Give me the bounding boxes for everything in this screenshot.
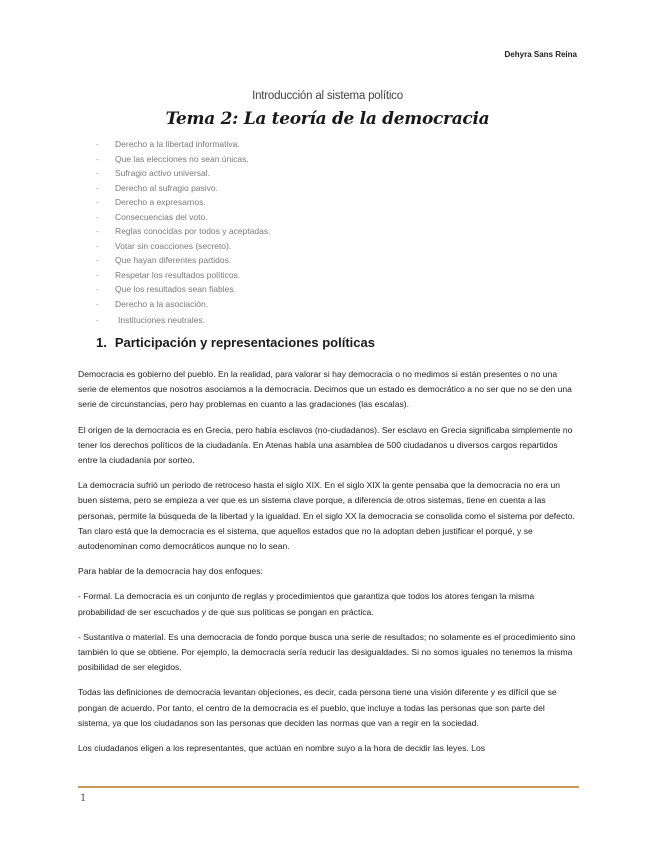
paragraph: Todas las definiciones de democracia levantan objeciones, es decir, cada persona tiene una visión diferente y es difícil que se pongan de acuerdo. Por tanto, el centro de la democracia es el pueblo, que incluye a todas las personas que son parte del sistema, ya que los ciudadanos son las personas que deciden las normas que van a regir en la sociedad. — [78, 687, 557, 728]
bullet-marker: - — [96, 284, 99, 295]
bullet-marker: - — [96, 182, 99, 193]
bullet-marker: - — [96, 315, 99, 326]
bullet-marker: - — [96, 269, 99, 280]
bullet-marker: - — [96, 255, 99, 266]
paragraph: - Formal. La democracia es un conjunto de reglas y procedimientos que garantiza que todos los atores tengan la misma probabilidad de ser escuchados y de que sus políticas se pongan en práctica. — [78, 591, 535, 617]
list-item-text: Consecuencias del voto. — [115, 211, 208, 222]
list-item-text: Sufragio activo universal. — [115, 168, 210, 179]
list-item — [96, 152, 270, 167]
footer-rule — [78, 786, 579, 788]
bullet-marker: - — [96, 226, 99, 237]
bullet-marker: - — [96, 139, 99, 150]
bullet-marker: - — [96, 240, 99, 251]
paragraph: Los ciudadanos eligen a los representantes, que actúan en nombre suyo a la hora de decidir las leyes. Los — [78, 743, 486, 754]
bullet-marker: - — [96, 211, 99, 222]
list-item — [96, 239, 270, 254]
list-item — [96, 210, 270, 225]
list-item-text: Que hayan diferentes partidos. — [115, 255, 232, 266]
list-item-text: Respetar los resultados políticos. — [115, 269, 241, 280]
list-item-text: Que las elecciones no sean únicas. — [115, 153, 249, 164]
section-heading — [96, 335, 375, 350]
list-item — [96, 137, 270, 152]
author-name: Dehyra Sans Reina — [504, 50, 577, 59]
paragraph: Democracia es gobierno del pueblo. En la realidad, para valorar si hay democracia o no medimos si están presentes o no una serie de elementos que nosotros asociamos a la democracia. Decimos que un estado es democrático a no ser que no se den una serie de circunstancias, pero hay problemas en cuanto a las gradaciones (las escalas). — [78, 369, 572, 410]
document-title: Tema 2: La teoría de la democracia — [165, 109, 490, 129]
list-item-text: Instituciones neutrales. — [118, 315, 205, 326]
list-item-text: Derecho a la asociación. — [115, 298, 209, 309]
list-item-text: Derecho a expresarnos. — [115, 197, 206, 208]
bullet-marker: - — [96, 197, 99, 208]
list-item — [96, 253, 270, 268]
bullet-marker: - — [96, 153, 99, 164]
list-item-text: Votar sin coacciones (secreto). — [115, 240, 232, 251]
list-item-text: Derecho al sufragio pasivo. — [115, 182, 219, 193]
list-item — [96, 268, 270, 283]
paragraph: - Sustantiva o material. Es una democracia de fondo porque busca una serie de resultados; no solamente es el procedimiento sino también lo que se obtiene. Por ejemplo, la democracia sería reducir las desigualdades. Si no somos iguales no tenemos la misma posibilidad de ser elegidos. — [78, 631, 576, 673]
page-number: 1 — [80, 793, 87, 804]
body-text — [78, 367, 578, 766]
list-item-text: Derecho a la libertad informativa. — [115, 139, 240, 150]
list-item-text: Reglas conocidas por todos y aceptadas. — [115, 226, 271, 237]
paragraph: El origen de la democracia es en Grecia, pero había esclavos (no-ciudadanos). Ser esclavo en Grecia significaba simplemente no tener los derechos políticos de la ciudadanía. En Atenas había una asamblea de 500 ciudadanos u diversos cargos repartidos entre la ciudadanía por sorteo. — [78, 424, 573, 466]
list-item — [96, 195, 270, 210]
requirements-list — [96, 137, 270, 328]
bullet-marker: - — [96, 298, 99, 309]
paragraph: Para hablar de la democracia hay dos enfoques: — [78, 566, 263, 577]
section-title: Participación y representaciones políticas — [114, 335, 375, 350]
paragraph: La democracia sufrió un periodo de retroceso hasta el siglo XIX. En el siglo XIX la gente pensaba que la democracia no era un buen sistema, pero se empieza a ver que es un sistema clave porque, a diferencia de otros sistemas, tiene en cuenta a las personas, permite la búsqueda de la libertad y la igualdad. En el siglo XX la democracia se consolida como el sistema por defecto. Tan claro está que la democracia es el sistema, que aquellos estados que no la adoptan deben justificar el porqué, y se autodenominan como democráticos aunque no lo sean. — [78, 480, 575, 552]
list-item — [96, 181, 270, 196]
list-item — [96, 313, 270, 328]
list-item-text: Que los resultados sean fiables. — [115, 284, 236, 295]
document-subject: Introducción al sistema político — [252, 90, 403, 102]
list-item — [96, 166, 270, 181]
list-item — [96, 297, 270, 312]
list-item — [96, 224, 270, 239]
list-item — [96, 282, 270, 297]
section-number: 1. — [96, 335, 107, 350]
bullet-marker: - — [96, 168, 99, 179]
